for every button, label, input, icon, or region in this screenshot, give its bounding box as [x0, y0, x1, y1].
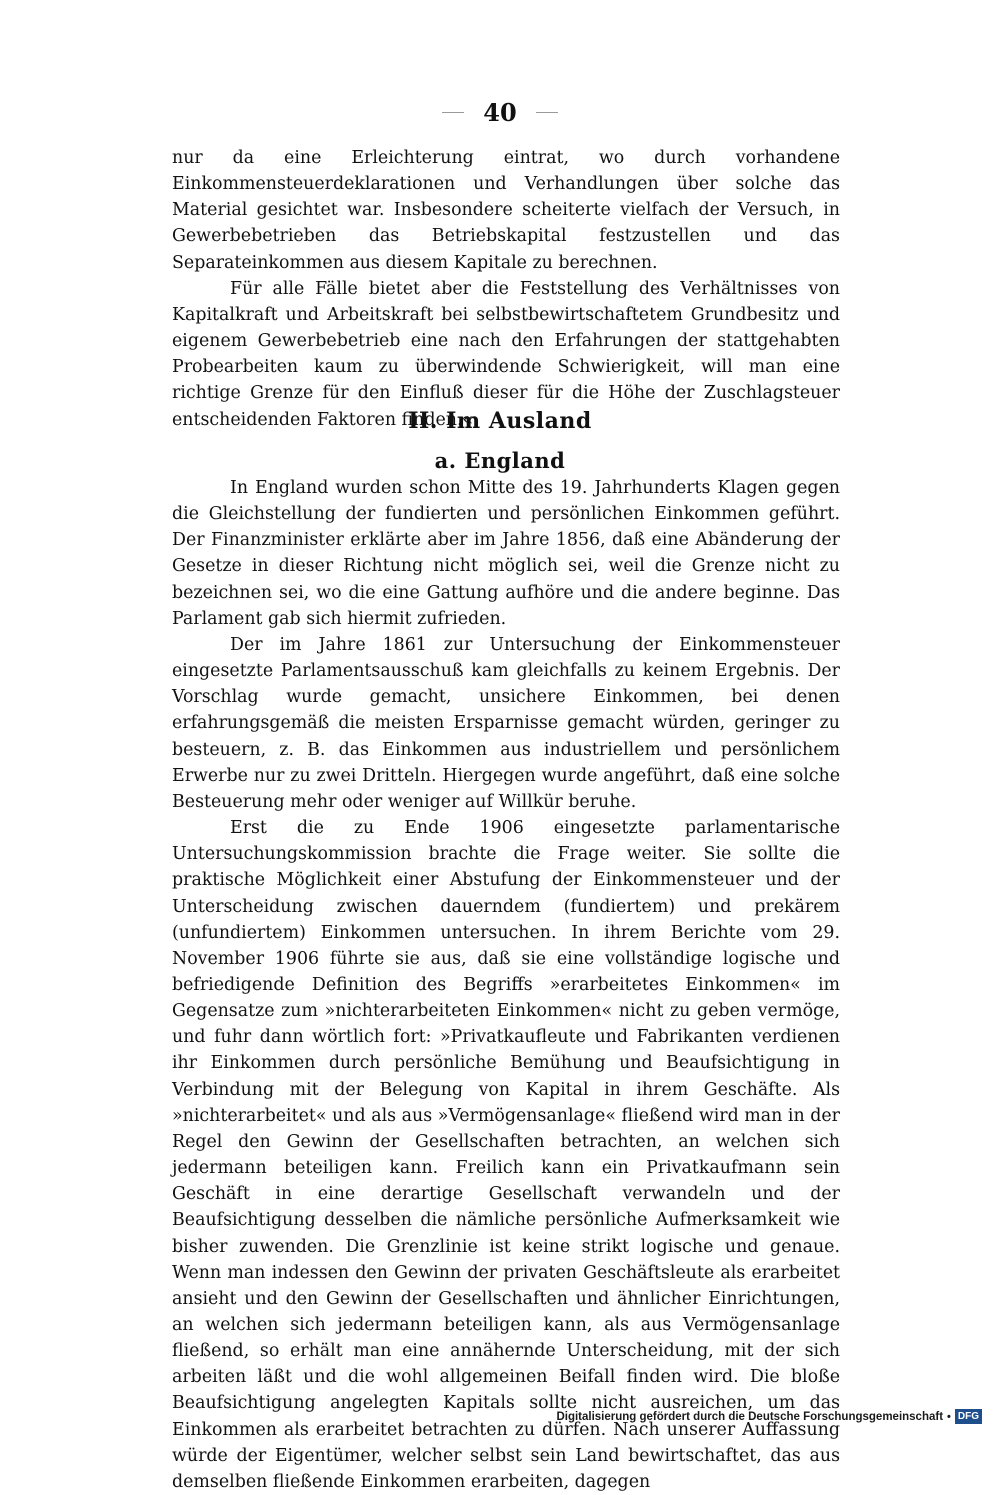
dfg-logo-icon: DFG [955, 1409, 982, 1424]
footer-credit-text: Digitalisierung gefördert durch die Deutsche Forschungsgemeinschaft [556, 1410, 944, 1423]
text-block-top [172, 145, 840, 433]
text-block-main [172, 475, 840, 1495]
paragraph: Erst die zu Ende 1906 eingesetzte parlamentarische Untersuchungskommission brachte die Frage weiter. Sie sollte die praktische Möglichkeit einer Abstufung der Einkommensteuer und der Unterscheidung zwischen dauerndem (fundiertem) und prekärem (unfundiertem) Einkommen untersuchen. In ihrem Berichte vom 29. November 1906 führte sie aus, daß sie eine vollständige logische und befriedigende Definition des Begriffs »erarbeitetes Einkommen« im Gegensatze zum »nichterarbeiteten Einkommen« nicht zu geben vermöge, und fuhr dann wörtlich fort: »Privatkaufleute und Fabrikanten verdienen ihr Einkommen durch persönliche Bemühung und Beaufsichtigung in Verbindung mit der Belegung von Kapital in ihrem Geschäfte. Als »nichterarbeitet« und als aus »Vermögensanlage« fließend wird man in der Regel den Gewinn der Gesellschaften betrachten, an welchen sich jedermann beteiligen kann. Freilich kann ein Privatkaufmann sein Geschäft in eine derartige Gesellschaft verwandeln und der Beaufsichtigung desselben die nämliche persönliche Aufmerksamkeit wie bisher zuwenden. Die Grenzlinie ist keine strikt logische und genaue. Wenn man indessen den Gewinn der privaten Geschäftsleute als erarbeitet ansieht und den Gewinn der Gesellschaften und ähnlicher Einrichtungen, an welchen sich jedermann beteiligen kann, als aus Vermögensanlage fließend, so erhält man eine annähernde Unterscheidung, mit der sich arbeiten läßt und die wohl allgemeinen Beifall finden wird. Die bloße Beaufsichtigung angelegten Kapitals sollte nicht ausreichen, um das Einkommen als erarbeitet betrachten zu dürfen. Nach unserer Auffassung würde der Eigentümer, welcher selbst sein Land bewirtschaftet, das aus demselben fließende Einkommen erarbeiten, dagegen [172, 818, 840, 1492]
paragraph: Der im Jahre 1861 zur Untersuchung der Einkommensteuer eingesetzte Parlamentsausschuß kam gleichfalls zu keinem Ergebnis. Der Vorschlag wurde gemacht, unsichere Einkommen, bei denen erfahrungsgemäß die meisten Ersparnisse gemacht würden, geringer zu besteuern, z. B. das Einkommen aus industriellem und persönlichem Erwerbe nur zu zwei Dritteln. Hiergegen wurde angeführt, daß eine solche Besteuerung mehr oder weniger auf Willkür beruhe. [172, 634, 840, 812]
page-header [0, 98, 1000, 132]
paragraph: In England wurden schon Mitte des 19. Jahrhunderts Klagen gegen die Gleichstellung der fundierten und persönlichen Einkommen geführt. Der Finanzminister erklärte aber im Jahre 1856, daß eine Abänderung der Gesetze in dieser Richtung nicht möglich sei, weil die Grenze nicht zu bezeichnen sei, wo die eine Gattung aufhöre und die andere beginne. Das Parlament gab sich hiermit zufrieden. [172, 478, 840, 629]
header-rule-left [442, 112, 464, 113]
footer-separator: • [947, 1410, 951, 1423]
section-heading: II. Im Ausland [408, 408, 592, 434]
page-number: 40 [483, 98, 517, 127]
header-rule-right [536, 112, 558, 113]
subsection-heading: a. England [434, 448, 566, 473]
paragraph: nur da eine Erleichterung eintrat, wo durch vorhandene Einkommensteuerdeklarationen und Verhandlungen über solche das Material gesichtet war. Insbesondere scheiterte vielfach der Versuch, in Gewerbebetrieben das Betriebskapital festzustellen und das Separateinkommen aus diesem Kapitale zu berechnen. [172, 148, 840, 273]
paragraph: Für alle Fälle bietet aber die Feststellung des Verhältnisses von Kapitalkraft und Arbeitskraft bei selbstbewirtschaftetem Grundbesitz und eigenem Gewerbebetrieb eine nach den Erfahrungen der stattgehabten Probearbeiten kaum zu überwindende Schwierigkeit, will man eine richtige Grenze für den Einfluß dieser für die Höhe der Zuschlagsteuer entscheidenden Faktoren finden.« [172, 278, 840, 430]
digitization-footer [556, 1409, 982, 1424]
